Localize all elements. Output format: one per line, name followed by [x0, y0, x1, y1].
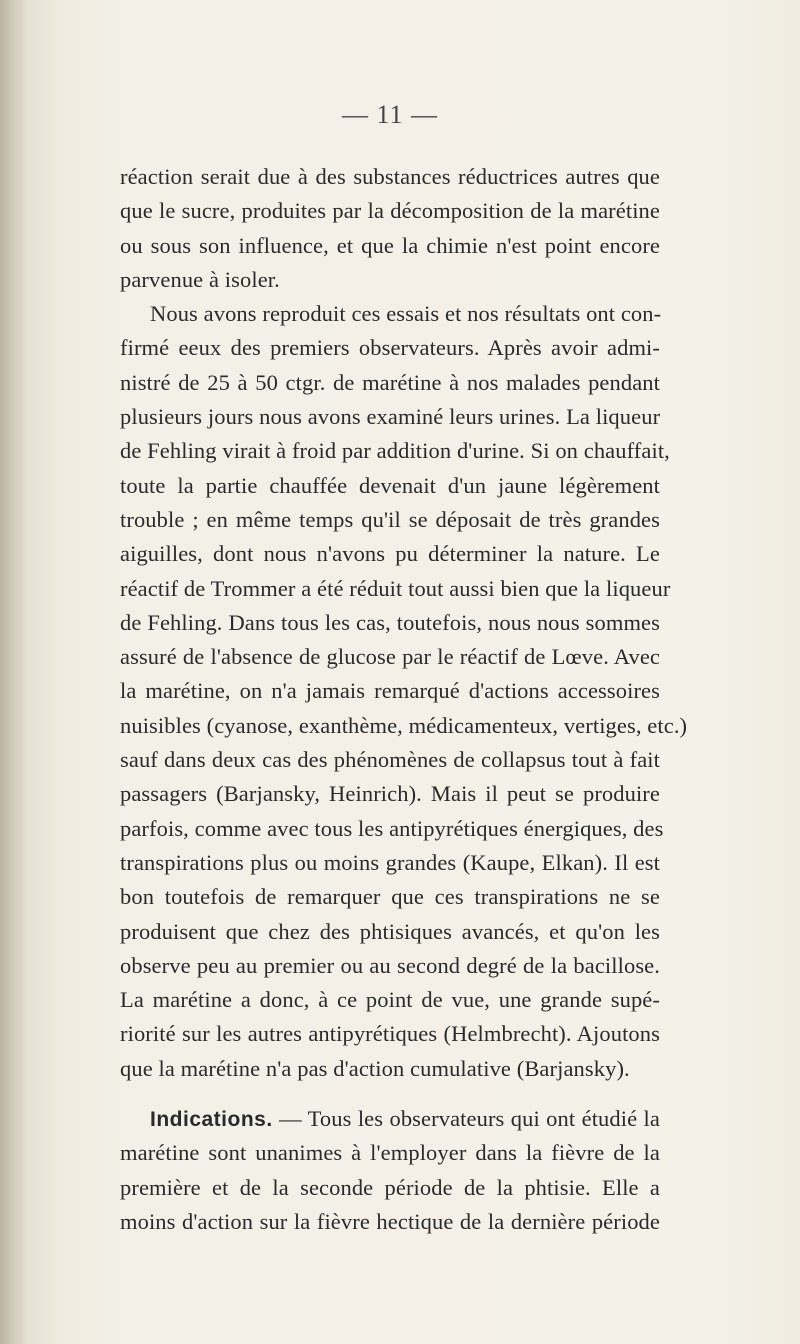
text-line: produisent que chez des phtisiques avancés, et qu'on les — [120, 918, 660, 944]
binding-shadow — [0, 0, 26, 1344]
text-line: sauf dans deux cas des phénomènes de collapsus tout à fait — [120, 747, 660, 773]
paragraph-gap — [120, 1086, 660, 1102]
text-line: passagers (Barjansky, Heinrich). Mais il peut se produire — [120, 781, 660, 807]
text-line: première et de la seconde période de la phtisie. Elle a — [120, 1174, 660, 1200]
text-line: Nous avons reproduit ces essais et nos résultats ont con- — [150, 301, 662, 327]
paragraph-continuation — [120, 160, 660, 297]
text-line: que la marétine n'a pas d'action cumulative (Barjansky). — [120, 1055, 630, 1081]
paragraph-indications — [120, 1102, 660, 1239]
text-line: que le sucre, produites par la décomposition de la marétine — [120, 198, 660, 224]
text-line: assuré de l'absence de glucose par le réactif de Lœve. Avec — [120, 644, 660, 670]
text-line: moins d'action sur la fièvre hectique de la dernière période — [120, 1208, 660, 1234]
text-line: riorité sur les autres antipyrétiques (Helmbrecht). Ajoutons — [120, 1021, 660, 1047]
text-line: firmé eeux des premiers observateurs. Après avoir admi- — [120, 335, 660, 361]
text-line: de Fehling. Dans tous les cas, toutefois, nous nous sommes — [120, 609, 660, 635]
text-line: de Fehling virait à froid par addition d'urine. Si on chauffait, — [120, 438, 670, 464]
text-line: aiguilles, dont nous n'avons pu déterminer la nature. Le — [120, 541, 660, 567]
text-line — [120, 1102, 660, 1136]
text-line: nistré de 25 à 50 ctgr. de marétine à nos malades pendant — [120, 369, 660, 395]
text-line: parfois, comme avec tous les antipyrétiques énergiques, des — [120, 815, 664, 841]
text-line: La marétine a donc, à ce point de vue, une grande supé- — [120, 987, 660, 1013]
section-heading: Indications. — [150, 1108, 273, 1132]
text-line: parvenue à isoler. — [120, 266, 280, 292]
text-line: observe peu au premier ou au second degré de la bacillose. — [120, 952, 660, 978]
text-line: nuisibles (cyanose, exanthème, médicamenteux, vertiges, etc.) — [120, 712, 688, 738]
text-line: toute la partie chauffée devenait d'un jaune légèrement — [120, 472, 660, 498]
heading-line-rest: — Tous les observateurs qui ont étudié la — [279, 1106, 660, 1132]
text-line: trouble ; en même temps qu'il se déposait de très grandes — [120, 506, 660, 532]
text-line: transpirations plus ou moins grandes (Kaupe, Elkan). Il est — [120, 849, 660, 875]
text-line: la marétine, on n'a jamais remarqué d'actions accessoires — [120, 678, 660, 704]
text-line: ou sous son influence, et que la chimie n'est point encore — [120, 232, 660, 258]
text-line: bon toutefois de remarquer que ces transpirations ne se — [120, 884, 660, 910]
body-text — [120, 160, 688, 1239]
text-line: réactif de Trommer a été réduit tout aussi bien que la liqueur — [120, 575, 671, 601]
text-line: plusieurs jours nous avons examiné leurs urines. La liqueur — [120, 404, 661, 430]
text-line: réaction serait due à des substances réductrices autres que — [120, 164, 660, 189]
page-number: — 11 — — [341, 100, 439, 129]
paragraph-results — [120, 297, 688, 1086]
text-line: marétine sont unanimes à l'employer dans la fièvre de la — [120, 1140, 660, 1166]
